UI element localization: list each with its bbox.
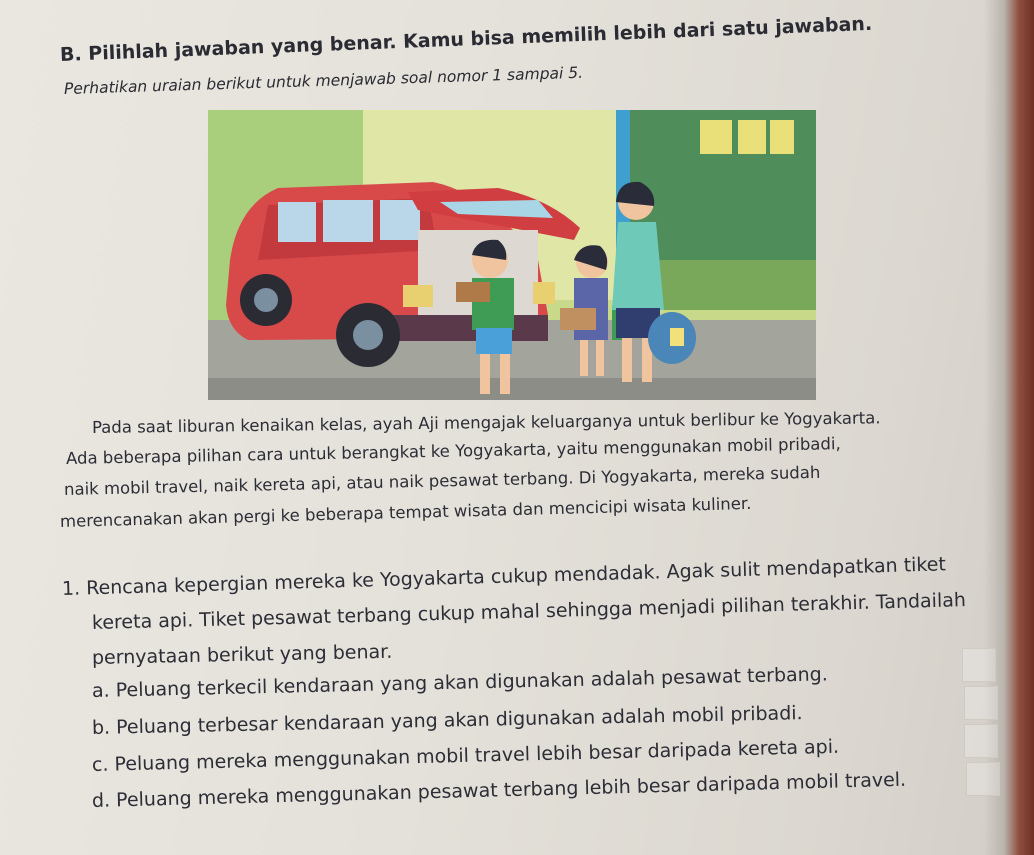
option-b-checkbox[interactable] (964, 686, 998, 720)
passage-line: Pada saat liburan kenaikan kelas, ayah Aji mengajak keluarganya untuk berlibur ke Yogyakarta. (91, 408, 881, 437)
option-a-checkbox[interactable] (962, 648, 996, 682)
section-title: Pilihlah jawaban yang benar. Kamu bisa memilih lebih dari satu jawaban. (87, 12, 873, 65)
section-heading (60, 13, 873, 66)
family-loading-car-illustration (208, 110, 816, 400)
section-label: B. (59, 43, 83, 66)
option-d-checkbox[interactable] (966, 762, 1000, 796)
option-c-checkbox[interactable] (964, 724, 998, 758)
option-text: Peluang mereka menggunakan mobil travel lebih besar daripada kereta api. (114, 735, 840, 776)
passage-line: merencanakan akan pergi ke beberapa tempat wisata dan mencicipi wisata kuliner. (59, 493, 752, 531)
option-a (92, 663, 828, 702)
passage-line: Ada beberapa pilihan cara untuk berangkat ke Yogyakarta, yaitu menggunakan mobil pribadi, (65, 434, 841, 468)
option-letter: c. (91, 753, 109, 776)
option-letter: a. (91, 679, 110, 702)
option-text: Peluang mereka menggunakan pesawat terbang lebih besar daripada mobil travel. (115, 768, 907, 812)
option-c (92, 736, 840, 776)
instruction-text: Perhatikan uraian berikut untuk menjawab soal nomor 1 sampai 5. (63, 63, 584, 98)
passage-line: naik mobil travel, naik kereta api, atau naik pesawat terbang. Di Yogyakarta, mereka sudah (63, 462, 821, 499)
option-letter: d. (91, 789, 111, 812)
question-number: 1. (61, 577, 81, 600)
option-text: Peluang terkecil kendaraan yang akan digunakan adalah pesawat terbang. (115, 663, 829, 702)
question-text: Rencana kepergian mereka ke Yogyakarta cukup mendadak. Agak sulit mendapatkan tiket (85, 553, 947, 600)
option-b (92, 702, 803, 739)
question-1-line: kereta api. Tiket pesawat terbang cukup mahal sehingga menjadi pilihan terakhir. Tandailah (91, 589, 967, 634)
option-letter: b. (91, 716, 111, 739)
option-d (92, 769, 907, 812)
question-1-line: pernyataan berikut yang benar. (91, 640, 393, 669)
option-text: Peluang terbesar kendaraan yang akan digunakan adalah mobil pribadi. (115, 702, 803, 739)
